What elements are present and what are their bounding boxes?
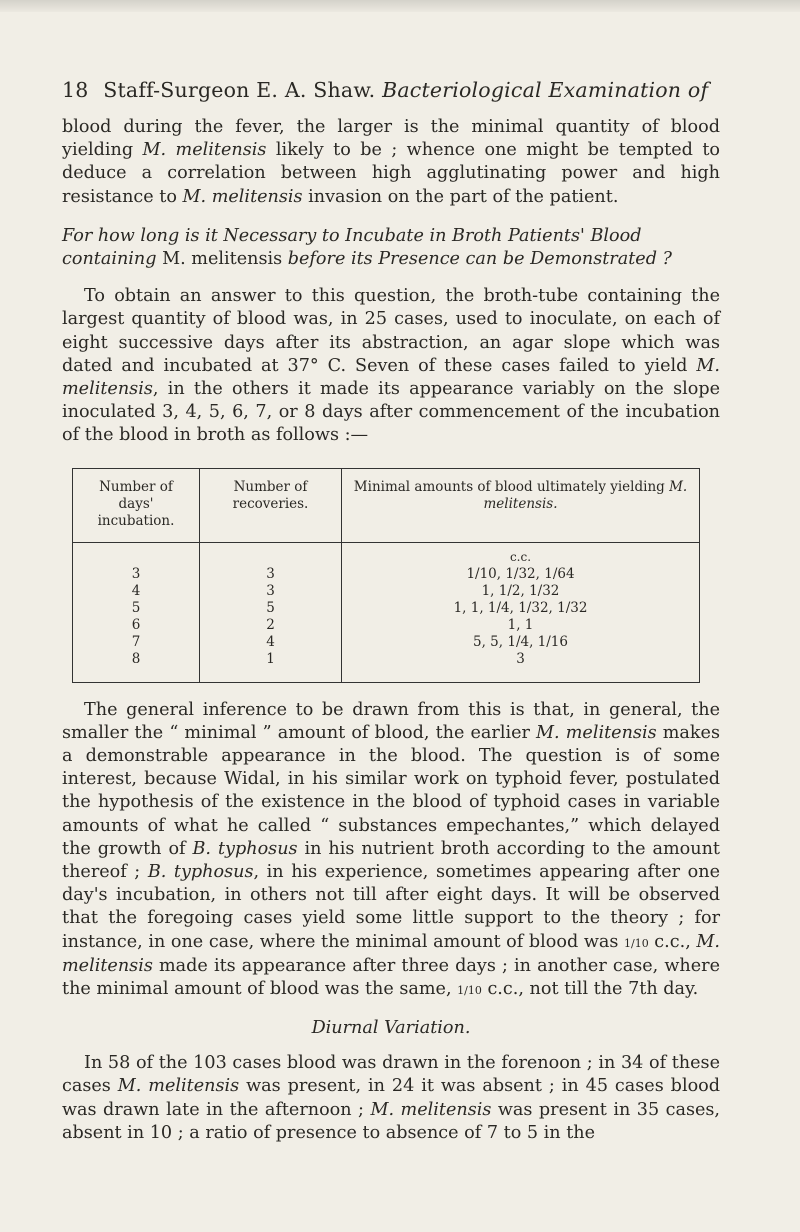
section-title: Diurnal Variation.	[311, 1018, 471, 1039]
table-body-row	[73, 542, 700, 682]
table-cell: 7	[131, 633, 141, 650]
page-edge	[0, 0, 800, 12]
table-cell: 2	[266, 616, 275, 633]
table-cell: 1, 1	[507, 616, 534, 633]
unit-label: c.c.	[509, 549, 532, 564]
column-header-amounts: Minimal amounts of blood ultimately yielding M. melitensis.	[342, 468, 700, 542]
amounts-column	[342, 542, 700, 682]
days-column	[73, 542, 200, 682]
running-header	[62, 78, 720, 102]
table-cell: 1, 1/2, 1/32	[481, 582, 560, 599]
header-title: Bacteriological Examination of	[382, 78, 709, 102]
table-cell: 3	[266, 582, 275, 599]
table-cell: 8	[131, 650, 141, 667]
table-cell: 3	[516, 650, 525, 667]
column-header-days: Number of days' incubation.	[73, 468, 200, 542]
paragraph-3: The general inference to be drawn from this is that, in general, the smaller the “ minimal ” amount of blood, the earlier M. melitensis makes a demonstrable appearance in the blood. The question is of some interest, because Widal, in his similar work on typhoid fever, postulated the hypothesis of the existence in the blood of typhoid cases in variable amounts of what he called “ substances empechantes,” which delayed the growth of B. typhosus in his nutrient broth according to the amount thereof ; B. typhosus, in his experience, sometimes appearing after one day's incubation, in others not till after eight days. It will be observed that the foregoing cases yield some little support to the theory ; for instance, in one case, where the minimal amount of blood was 1/10 c.c., M. melitensis made its appearance after three days ; in another case, where the minimal amount of blood was the same, 1/10 c.c., not till the 7th day.	[62, 699, 721, 1000]
table-cell: 1	[266, 650, 275, 667]
page-number: 18	[62, 78, 89, 102]
table-cell: 1, 1, 1/4, 1/32, 1/32	[453, 599, 588, 616]
table-cell: 6	[131, 616, 141, 633]
table-cell: 3	[266, 565, 275, 582]
table-cell: 5	[131, 599, 141, 616]
paragraph-2: To obtain an answer to this question, the broth-tube containing the largest quantity of blood was, in 25 cases, used to inoculate, on each of eight successive days after its abstraction, an agar slope which was dated and incubated at 37° C. Seven of these cases failed to yield M. melitensis, in the others it made its appearance variably on the slope inoculated 3, 4, 5, 6, 7, or 8 days after commencement of the incubation of the blood in broth as follows :—	[62, 286, 720, 446]
table-cell: 4	[266, 633, 275, 650]
table-cell: 4	[131, 582, 141, 599]
table-header-row	[73, 468, 700, 542]
table-cell: 1/10, 1/32, 1/64	[466, 565, 575, 582]
column-header-recoveries: Number of recoveries.	[200, 468, 342, 542]
table-cell: 3	[131, 565, 141, 582]
recoveries-column	[200, 542, 342, 682]
paragraph-1: blood during the fever, the larger is the minimal quantity of blood yielding M. melitensis likely to be ; whence one might be tempted to deduce a correlation between high agglutinating power and high resistance to M. melitensis invasion on the part of the patient.	[62, 117, 721, 207]
paragraph-4: In 58 of the 103 cases blood was drawn in the forenoon ; in 34 of these cases M. melitensis was present, in 24 it was absent ; in 45 cases blood was drawn late in the afternoon ; M. melitensis was present in 35 cases, absent in 10 ; a ratio of presence to absence of 7 to 5 in the	[62, 1053, 721, 1143]
table-cell: 5, 5, 1/4, 1/16	[473, 633, 568, 650]
table-cell: 5	[266, 599, 275, 616]
incubation-table	[72, 468, 700, 683]
page	[62, 78, 720, 1145]
section-heading: For how long is it Necessary to Incubate in Broth Patients' Blood containing M. melitensis before its Presence can be Demonstrated ?	[62, 225, 672, 270]
header-author: Staff-Surgeon E. A. Shaw.	[103, 78, 376, 102]
